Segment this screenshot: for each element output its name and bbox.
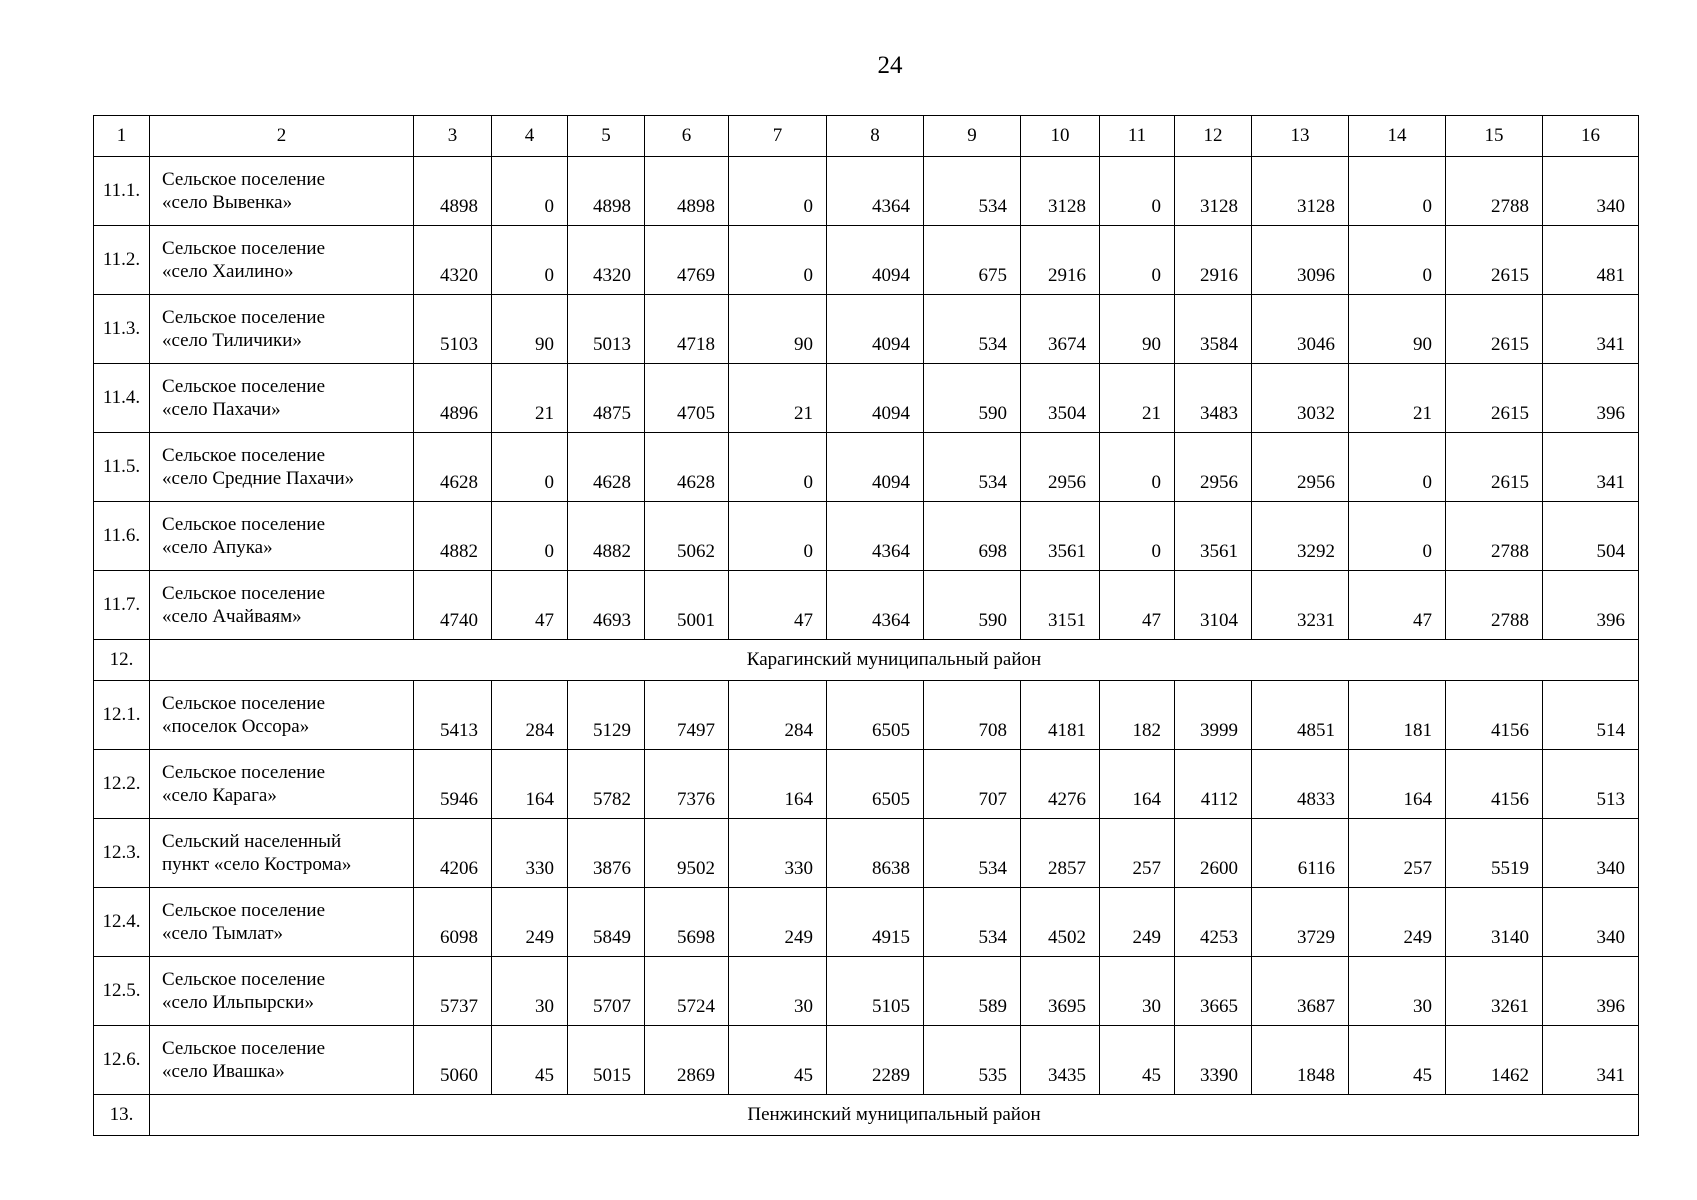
value-cell-col-3: 4882 xyxy=(414,502,492,571)
table-row xyxy=(94,571,1639,640)
row-number: 11.1. xyxy=(94,157,150,226)
value-cell-col-10: 3128 xyxy=(1021,157,1100,226)
table-row xyxy=(94,502,1639,571)
value-cell-col-7: 30 xyxy=(729,957,827,1026)
value-cell-col-11: 182 xyxy=(1100,681,1175,750)
value-cell-col-6: 4769 xyxy=(645,226,729,295)
value-cell-col-16: 341 xyxy=(1543,433,1639,502)
value-cell-col-7: 164 xyxy=(729,750,827,819)
value-cell-col-14: 0 xyxy=(1349,226,1446,295)
value-cell-col-6: 7497 xyxy=(645,681,729,750)
value-cell-col-12: 3128 xyxy=(1175,157,1252,226)
value-cell-col-5: 4875 xyxy=(568,364,645,433)
value-cell-col-9: 535 xyxy=(924,1026,1021,1095)
value-cell-col-8: 8638 xyxy=(827,819,924,888)
value-cell-col-10: 2857 xyxy=(1021,819,1100,888)
table-row xyxy=(94,433,1639,502)
section-number: 12. xyxy=(94,640,150,681)
value-cell-col-16: 341 xyxy=(1543,1026,1639,1095)
value-cell-col-14: 30 xyxy=(1349,957,1446,1026)
value-cell-col-13: 3292 xyxy=(1252,502,1349,571)
value-cell-col-15: 2788 xyxy=(1446,502,1543,571)
value-cell-col-3: 5737 xyxy=(414,957,492,1026)
value-cell-col-16: 481 xyxy=(1543,226,1639,295)
value-cell-col-10: 4181 xyxy=(1021,681,1100,750)
value-cell-col-14: 45 xyxy=(1349,1026,1446,1095)
value-cell-col-5: 4628 xyxy=(568,433,645,502)
value-cell-col-5: 3876 xyxy=(568,819,645,888)
row-number: 12.1. xyxy=(94,681,150,750)
settlement-name: Сельское поселение «село Хаилино» xyxy=(150,226,414,295)
value-cell-col-11: 30 xyxy=(1100,957,1175,1026)
value-cell-col-15: 2788 xyxy=(1446,571,1543,640)
value-cell-col-12: 3561 xyxy=(1175,502,1252,571)
row-number: 11.6. xyxy=(94,502,150,571)
settlement-name: Сельское поселение «село Средние Пахачи» xyxy=(150,433,414,502)
value-cell-col-6: 7376 xyxy=(645,750,729,819)
table-row xyxy=(94,888,1639,957)
value-cell-col-4: 30 xyxy=(492,957,568,1026)
value-cell-col-3: 4320 xyxy=(414,226,492,295)
value-cell-col-3: 5103 xyxy=(414,295,492,364)
value-cell-col-8: 4094 xyxy=(827,226,924,295)
value-cell-col-5: 4898 xyxy=(568,157,645,226)
table-row xyxy=(94,157,1639,226)
value-cell-col-9: 707 xyxy=(924,750,1021,819)
value-cell-col-7: 330 xyxy=(729,819,827,888)
value-cell-col-16: 513 xyxy=(1543,750,1639,819)
value-cell-col-4: 330 xyxy=(492,819,568,888)
value-cell-col-9: 675 xyxy=(924,226,1021,295)
row-number: 12.3. xyxy=(94,819,150,888)
value-cell-col-6: 5001 xyxy=(645,571,729,640)
value-cell-col-8: 4094 xyxy=(827,295,924,364)
value-cell-col-10: 3435 xyxy=(1021,1026,1100,1095)
value-cell-col-8: 4364 xyxy=(827,157,924,226)
settlement-name: Сельское поселение «село Ачайваям» xyxy=(150,571,414,640)
value-cell-col-13: 3032 xyxy=(1252,364,1349,433)
value-cell-col-16: 340 xyxy=(1543,819,1639,888)
value-cell-col-11: 164 xyxy=(1100,750,1175,819)
value-cell-col-14: 47 xyxy=(1349,571,1446,640)
settlement-name: Сельское поселение «село Апука» xyxy=(150,502,414,571)
value-cell-col-14: 90 xyxy=(1349,295,1446,364)
value-cell-col-4: 21 xyxy=(492,364,568,433)
value-cell-col-15: 2615 xyxy=(1446,364,1543,433)
row-number: 12.5. xyxy=(94,957,150,1026)
value-cell-col-14: 181 xyxy=(1349,681,1446,750)
value-cell-col-7: 90 xyxy=(729,295,827,364)
value-cell-col-11: 0 xyxy=(1100,502,1175,571)
value-cell-col-8: 2289 xyxy=(827,1026,924,1095)
value-cell-col-6: 5062 xyxy=(645,502,729,571)
section-title: Карагинский муниципальный район xyxy=(150,640,1639,681)
value-cell-col-10: 4502 xyxy=(1021,888,1100,957)
value-cell-col-7: 0 xyxy=(729,157,827,226)
column-header-3: 3 xyxy=(414,116,492,157)
value-cell-col-5: 5849 xyxy=(568,888,645,957)
section-row xyxy=(94,640,1639,681)
value-cell-col-12: 3390 xyxy=(1175,1026,1252,1095)
value-cell-col-6: 9502 xyxy=(645,819,729,888)
value-cell-col-6: 4718 xyxy=(645,295,729,364)
value-cell-col-11: 0 xyxy=(1100,433,1175,502)
value-cell-col-12: 2600 xyxy=(1175,819,1252,888)
value-cell-col-15: 4156 xyxy=(1446,750,1543,819)
section-row xyxy=(94,1095,1639,1136)
value-cell-col-10: 3504 xyxy=(1021,364,1100,433)
value-cell-col-7: 45 xyxy=(729,1026,827,1095)
column-header-9: 9 xyxy=(924,116,1021,157)
value-cell-col-5: 5015 xyxy=(568,1026,645,1095)
value-cell-col-14: 164 xyxy=(1349,750,1446,819)
value-cell-col-8: 4094 xyxy=(827,364,924,433)
table-row xyxy=(94,226,1639,295)
value-cell-col-9: 534 xyxy=(924,888,1021,957)
value-cell-col-13: 3687 xyxy=(1252,957,1349,1026)
value-cell-col-14: 257 xyxy=(1349,819,1446,888)
value-cell-col-4: 249 xyxy=(492,888,568,957)
column-header-1: 1 xyxy=(94,116,150,157)
value-cell-col-10: 4276 xyxy=(1021,750,1100,819)
value-cell-col-15: 2615 xyxy=(1446,433,1543,502)
value-cell-col-13: 3729 xyxy=(1252,888,1349,957)
value-cell-col-11: 47 xyxy=(1100,571,1175,640)
value-cell-col-4: 47 xyxy=(492,571,568,640)
table-row xyxy=(94,364,1639,433)
value-cell-col-3: 5060 xyxy=(414,1026,492,1095)
value-cell-col-15: 3261 xyxy=(1446,957,1543,1026)
value-cell-col-12: 3584 xyxy=(1175,295,1252,364)
value-cell-col-16: 396 xyxy=(1543,571,1639,640)
value-cell-col-12: 3999 xyxy=(1175,681,1252,750)
value-cell-col-15: 4156 xyxy=(1446,681,1543,750)
value-cell-col-13: 3046 xyxy=(1252,295,1349,364)
value-cell-col-4: 0 xyxy=(492,502,568,571)
value-cell-col-3: 6098 xyxy=(414,888,492,957)
value-cell-col-10: 3561 xyxy=(1021,502,1100,571)
value-cell-col-14: 249 xyxy=(1349,888,1446,957)
value-cell-col-11: 0 xyxy=(1100,226,1175,295)
value-cell-col-13: 3128 xyxy=(1252,157,1349,226)
value-cell-col-15: 2615 xyxy=(1446,295,1543,364)
value-cell-col-16: 340 xyxy=(1543,157,1639,226)
value-cell-col-13: 4851 xyxy=(1252,681,1349,750)
value-cell-col-11: 0 xyxy=(1100,157,1175,226)
value-cell-col-11: 21 xyxy=(1100,364,1175,433)
value-cell-col-7: 0 xyxy=(729,433,827,502)
value-cell-col-8: 4094 xyxy=(827,433,924,502)
settlement-name: Сельское поселение «поселок Оссора» xyxy=(150,681,414,750)
row-number: 12.4. xyxy=(94,888,150,957)
value-cell-col-6: 4628 xyxy=(645,433,729,502)
value-cell-col-7: 47 xyxy=(729,571,827,640)
value-cell-col-3: 5946 xyxy=(414,750,492,819)
value-cell-col-4: 284 xyxy=(492,681,568,750)
row-number: 11.7. xyxy=(94,571,150,640)
table-row xyxy=(94,957,1639,1026)
value-cell-col-3: 4206 xyxy=(414,819,492,888)
value-cell-col-15: 2615 xyxy=(1446,226,1543,295)
value-cell-col-10: 3674 xyxy=(1021,295,1100,364)
column-header-15: 15 xyxy=(1446,116,1543,157)
value-cell-col-11: 257 xyxy=(1100,819,1175,888)
column-header-12: 12 xyxy=(1175,116,1252,157)
value-cell-col-9: 589 xyxy=(924,957,1021,1026)
table-row xyxy=(94,750,1639,819)
column-header-16: 16 xyxy=(1543,116,1639,157)
value-cell-col-4: 164 xyxy=(492,750,568,819)
value-cell-col-15: 1462 xyxy=(1446,1026,1543,1095)
value-cell-col-4: 90 xyxy=(492,295,568,364)
value-cell-col-12: 2916 xyxy=(1175,226,1252,295)
value-cell-col-12: 3665 xyxy=(1175,957,1252,1026)
value-cell-col-9: 534 xyxy=(924,295,1021,364)
value-cell-col-16: 504 xyxy=(1543,502,1639,571)
value-cell-col-10: 3151 xyxy=(1021,571,1100,640)
row-number: 11.2. xyxy=(94,226,150,295)
row-number: 11.4. xyxy=(94,364,150,433)
row-number: 12.2. xyxy=(94,750,150,819)
table-row xyxy=(94,295,1639,364)
value-cell-col-9: 534 xyxy=(924,819,1021,888)
value-cell-col-4: 45 xyxy=(492,1026,568,1095)
value-cell-col-12: 2956 xyxy=(1175,433,1252,502)
value-cell-col-12: 3104 xyxy=(1175,571,1252,640)
table-body xyxy=(94,116,1639,1136)
value-cell-col-14: 21 xyxy=(1349,364,1446,433)
value-cell-col-6: 5724 xyxy=(645,957,729,1026)
column-header-5: 5 xyxy=(568,116,645,157)
value-cell-col-7: 0 xyxy=(729,502,827,571)
value-cell-col-9: 590 xyxy=(924,364,1021,433)
value-cell-col-10: 2956 xyxy=(1021,433,1100,502)
value-cell-col-3: 4896 xyxy=(414,364,492,433)
value-cell-col-8: 6505 xyxy=(827,681,924,750)
data-table xyxy=(93,115,1639,1136)
row-number: 11.3. xyxy=(94,295,150,364)
value-cell-col-8: 4364 xyxy=(827,502,924,571)
value-cell-col-3: 4740 xyxy=(414,571,492,640)
value-cell-col-8: 5105 xyxy=(827,957,924,1026)
settlement-name: Сельское поселение «село Ивашка» xyxy=(150,1026,414,1095)
value-cell-col-14: 0 xyxy=(1349,157,1446,226)
column-header-11: 11 xyxy=(1100,116,1175,157)
column-header-13: 13 xyxy=(1252,116,1349,157)
settlement-name: Сельское поселение «село Тымлат» xyxy=(150,888,414,957)
value-cell-col-12: 3483 xyxy=(1175,364,1252,433)
value-cell-col-4: 0 xyxy=(492,226,568,295)
value-cell-col-10: 3695 xyxy=(1021,957,1100,1026)
table-row xyxy=(94,681,1639,750)
value-cell-col-11: 45 xyxy=(1100,1026,1175,1095)
row-number: 12.6. xyxy=(94,1026,150,1095)
value-cell-col-12: 4112 xyxy=(1175,750,1252,819)
value-cell-col-8: 4915 xyxy=(827,888,924,957)
column-header-10: 10 xyxy=(1021,116,1100,157)
value-cell-col-16: 396 xyxy=(1543,957,1639,1026)
value-cell-col-9: 698 xyxy=(924,502,1021,571)
value-cell-col-12: 4253 xyxy=(1175,888,1252,957)
value-cell-col-7: 21 xyxy=(729,364,827,433)
value-cell-col-15: 3140 xyxy=(1446,888,1543,957)
value-cell-col-16: 396 xyxy=(1543,364,1639,433)
value-cell-col-11: 90 xyxy=(1100,295,1175,364)
value-cell-col-16: 340 xyxy=(1543,888,1639,957)
value-cell-col-10: 2916 xyxy=(1021,226,1100,295)
value-cell-col-9: 590 xyxy=(924,571,1021,640)
settlement-name: Сельское поселение «село Ильпырски» xyxy=(150,957,414,1026)
value-cell-col-4: 0 xyxy=(492,157,568,226)
value-cell-col-15: 2788 xyxy=(1446,157,1543,226)
value-cell-col-5: 5013 xyxy=(568,295,645,364)
value-cell-col-14: 0 xyxy=(1349,433,1446,502)
value-cell-col-11: 249 xyxy=(1100,888,1175,957)
value-cell-col-9: 534 xyxy=(924,157,1021,226)
value-cell-col-8: 6505 xyxy=(827,750,924,819)
value-cell-col-5: 4320 xyxy=(568,226,645,295)
value-cell-col-7: 0 xyxy=(729,226,827,295)
value-cell-col-13: 4833 xyxy=(1252,750,1349,819)
value-cell-col-3: 5413 xyxy=(414,681,492,750)
value-cell-col-5: 5782 xyxy=(568,750,645,819)
table-row xyxy=(94,819,1639,888)
value-cell-col-5: 5707 xyxy=(568,957,645,1026)
settlement-name: Сельское поселение «село Карага» xyxy=(150,750,414,819)
value-cell-col-9: 708 xyxy=(924,681,1021,750)
column-header-7: 7 xyxy=(729,116,827,157)
value-cell-col-13: 6116 xyxy=(1252,819,1349,888)
value-cell-col-14: 0 xyxy=(1349,502,1446,571)
column-header-6: 6 xyxy=(645,116,729,157)
value-cell-col-7: 249 xyxy=(729,888,827,957)
page-number: 24 xyxy=(877,52,903,79)
value-cell-col-16: 341 xyxy=(1543,295,1639,364)
value-cell-col-5: 4882 xyxy=(568,502,645,571)
value-cell-col-9: 534 xyxy=(924,433,1021,502)
section-title: Пенжинский муниципальный район xyxy=(150,1095,1639,1136)
value-cell-col-13: 3231 xyxy=(1252,571,1349,640)
section-number: 13. xyxy=(94,1095,150,1136)
value-cell-col-5: 5129 xyxy=(568,681,645,750)
column-header-14: 14 xyxy=(1349,116,1446,157)
value-cell-col-16: 514 xyxy=(1543,681,1639,750)
header-row xyxy=(94,116,1639,157)
settlement-name: Сельское поселение «село Тиличики» xyxy=(150,295,414,364)
value-cell-col-3: 4628 xyxy=(414,433,492,502)
value-cell-col-6: 4898 xyxy=(645,157,729,226)
settlement-name: Сельское поселение «село Вывенка» xyxy=(150,157,414,226)
settlement-name: Сельский населенный пункт «село Кострома» xyxy=(150,819,414,888)
value-cell-col-8: 4364 xyxy=(827,571,924,640)
value-cell-col-4: 0 xyxy=(492,433,568,502)
column-header-8: 8 xyxy=(827,116,924,157)
value-cell-col-6: 5698 xyxy=(645,888,729,957)
value-cell-col-3: 4898 xyxy=(414,157,492,226)
row-number: 11.5. xyxy=(94,433,150,502)
value-cell-col-7: 284 xyxy=(729,681,827,750)
value-cell-col-5: 4693 xyxy=(568,571,645,640)
value-cell-col-13: 1848 xyxy=(1252,1026,1349,1095)
column-header-4: 4 xyxy=(492,116,568,157)
table-row xyxy=(94,1026,1639,1095)
value-cell-col-13: 2956 xyxy=(1252,433,1349,502)
value-cell-col-15: 5519 xyxy=(1446,819,1543,888)
settlement-name: Сельское поселение «село Пахачи» xyxy=(150,364,414,433)
value-cell-col-6: 2869 xyxy=(645,1026,729,1095)
value-cell-col-13: 3096 xyxy=(1252,226,1349,295)
column-header-2: 2 xyxy=(150,116,414,157)
value-cell-col-6: 4705 xyxy=(645,364,729,433)
